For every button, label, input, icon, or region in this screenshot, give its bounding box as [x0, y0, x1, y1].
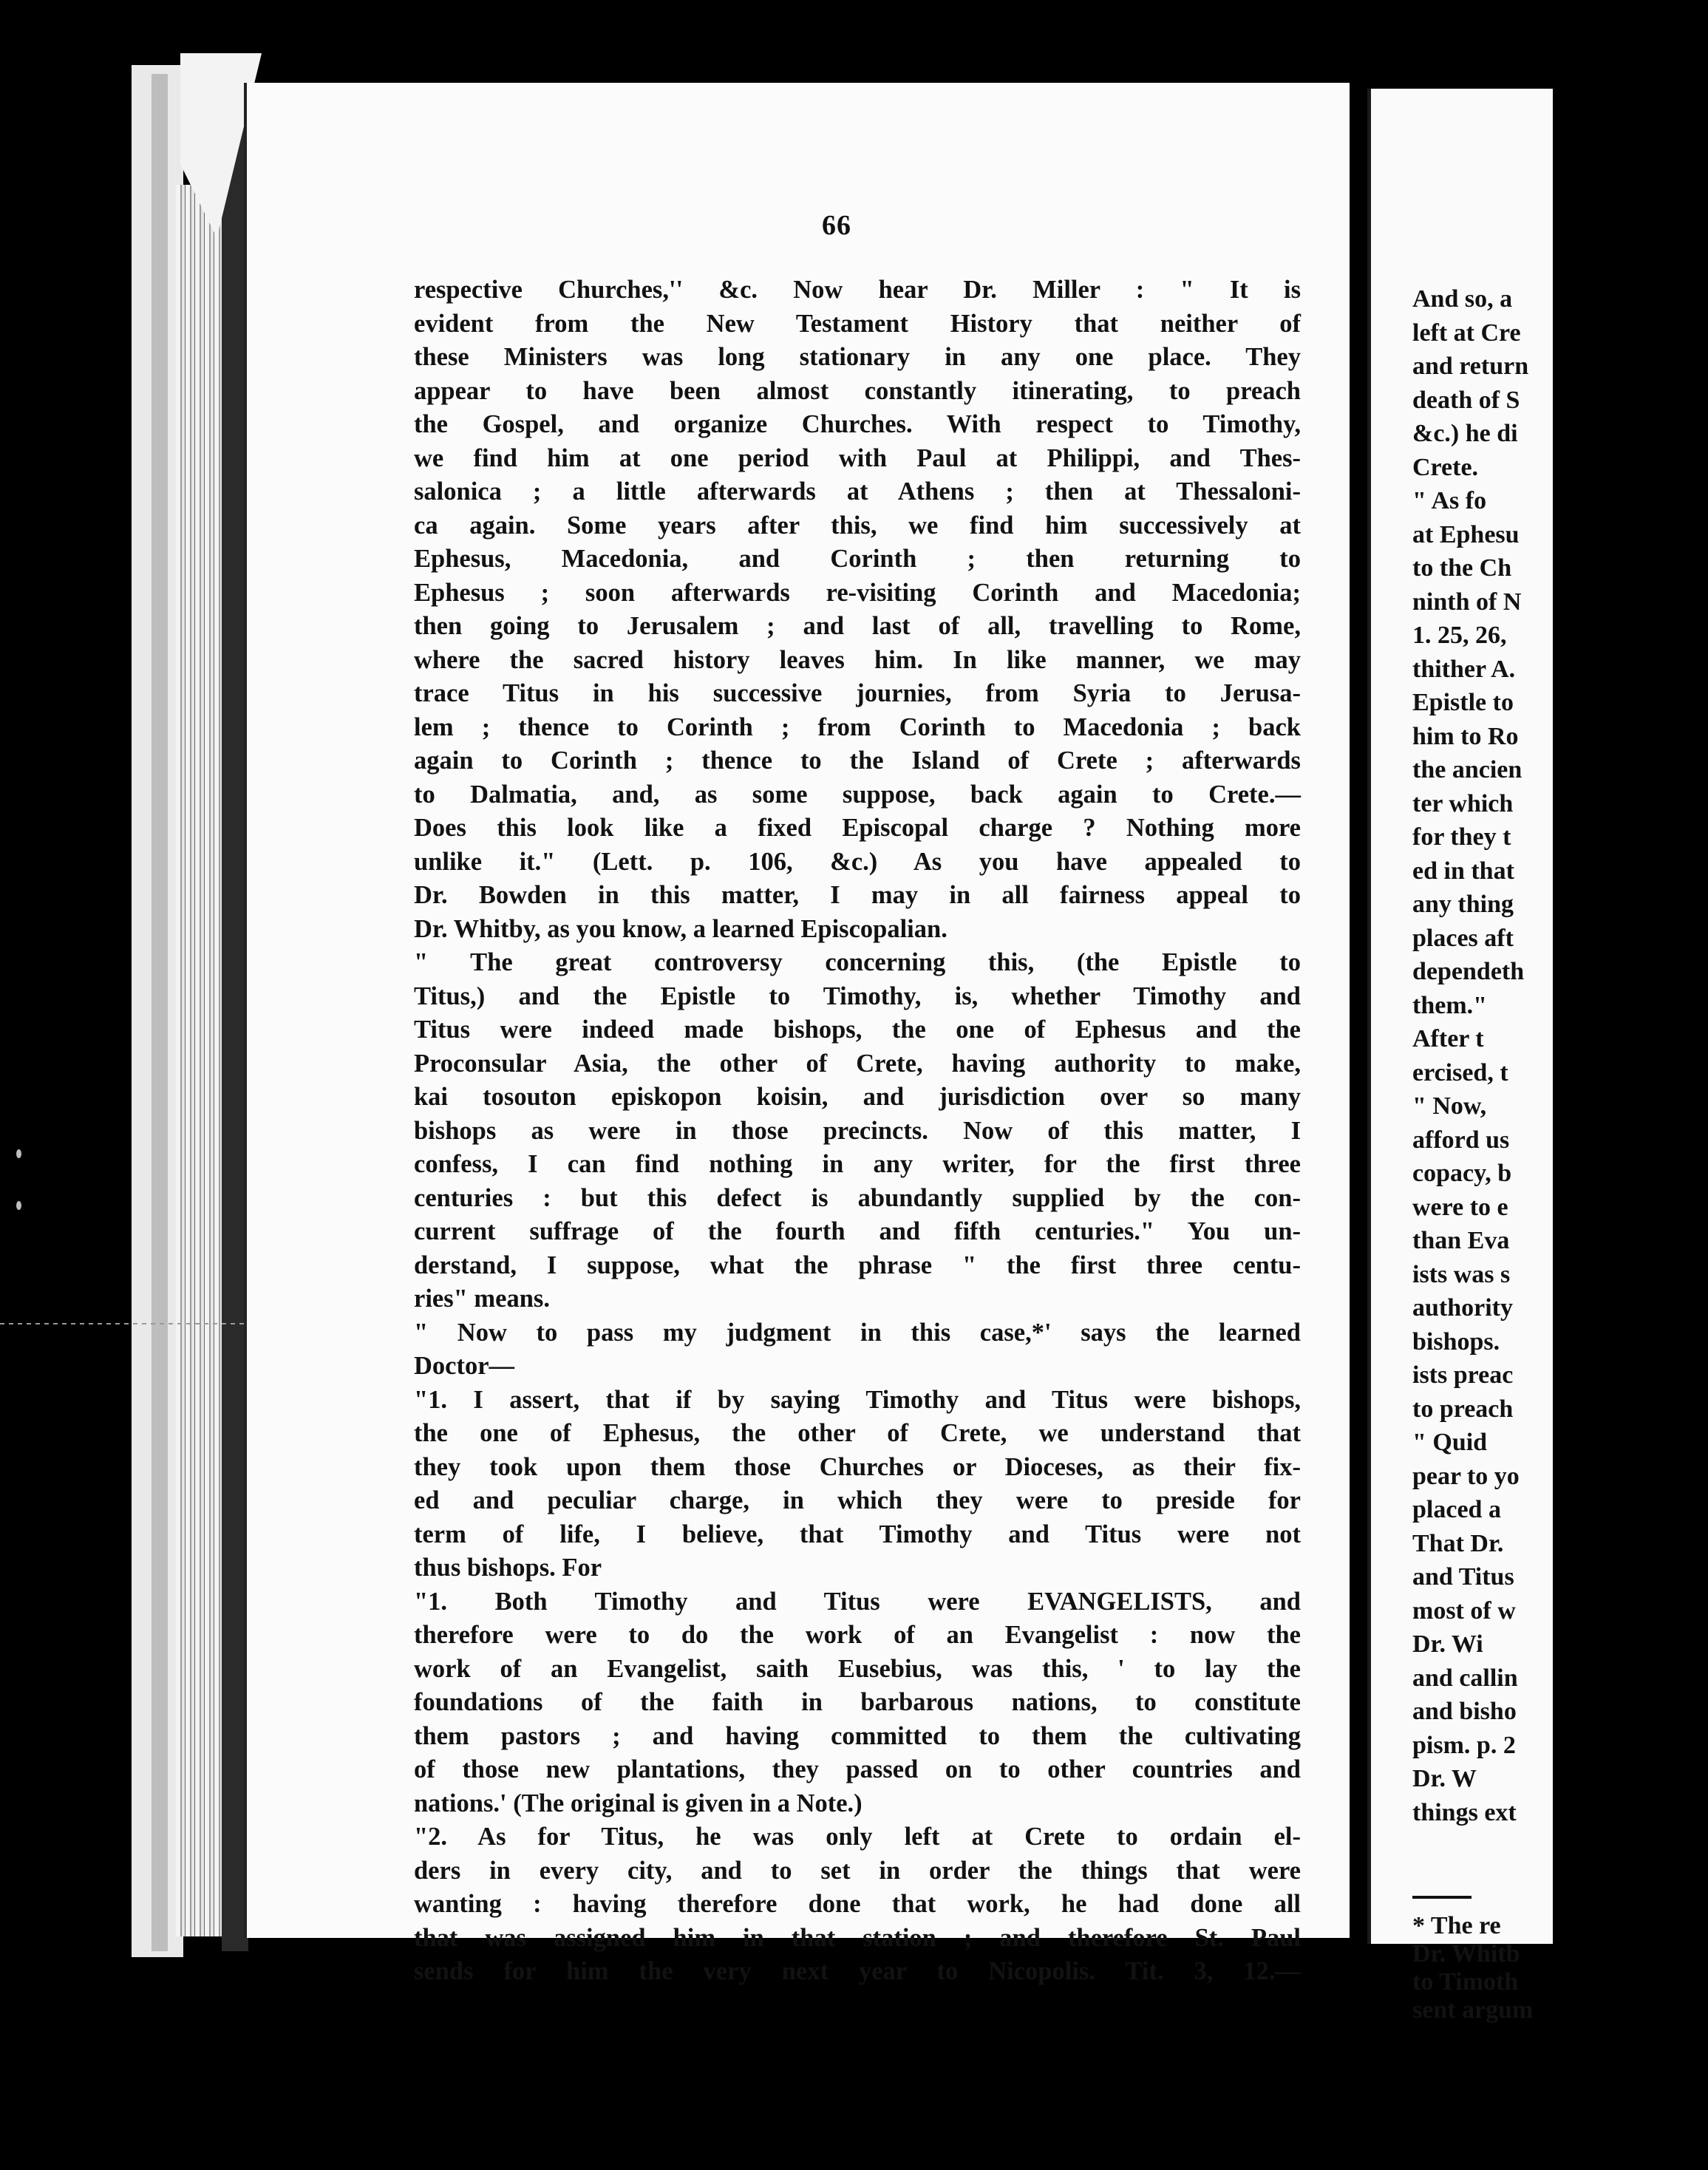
- justified-line: the one of Ephesus, the other of Crete, we understand that: [414, 1419, 1301, 1447]
- facing-line: Dr. W: [1412, 1765, 1477, 1792]
- last-line: thus bishops. For: [414, 1554, 602, 1582]
- justified-line: confess, I can find nothing in any writer, for the first three: [414, 1150, 1301, 1178]
- facing-line: for they t: [1412, 823, 1511, 851]
- facing-page-text: [1412, 282, 1708, 1829]
- justified-line: ders in every city, and to set in order the things that were: [414, 1856, 1301, 1885]
- facing-line: dependeth: [1412, 958, 1525, 985]
- footnote-line: to Timoth: [1412, 1968, 1519, 1996]
- facing-line: afford us: [1412, 1126, 1510, 1154]
- justified-line: lem ; thence to Corinth ; from Corinth to Macedonia ; back: [414, 712, 1301, 741]
- facing-line: Epistle to: [1412, 689, 1514, 716]
- justified-line: derstand, I suppose, what the phrase " the first three centu-: [414, 1251, 1301, 1279]
- last-line: nations.' (The original is given in a Note.): [414, 1789, 862, 1817]
- justified-line: sends for him the very next year to Nicopolis. Tit. 3, 12.—: [414, 1957, 1301, 1985]
- justified-line: then going to Jerusalem ; and last of all, travelling to Rome,: [414, 612, 1301, 640]
- footnote-line: Dr. Whitb: [1412, 1940, 1520, 1967]
- last-line: ries" means.: [414, 1285, 550, 1313]
- facing-line: pism. p. 2: [1412, 1731, 1516, 1759]
- facing-line: &c.) he di: [1412, 420, 1518, 447]
- scan-mark: [16, 1201, 21, 1210]
- facing-line: thither A.: [1412, 655, 1516, 683]
- justified-line: Titus were indeed made bishops, the one of Ephesus and the: [414, 1016, 1301, 1044]
- facing-line: ed in that: [1412, 857, 1514, 885]
- justified-line: respective Churches,'' &c. Now hear Dr. Miller : " It is: [414, 276, 1301, 304]
- justified-line: we find him at one period with Paul at Philippi, and Thes-: [414, 443, 1301, 472]
- facing-line: bishops.: [1412, 1327, 1500, 1356]
- facing-line: the ancien: [1412, 756, 1522, 783]
- facing-line: death of S: [1412, 386, 1520, 414]
- facing-page-footnote: [1412, 1912, 1708, 2024]
- facing-line: to the Ch: [1412, 554, 1512, 582]
- justified-line: they took upon them those Churches or Dioceses, as their fix-: [414, 1452, 1301, 1481]
- facing-line: to preach: [1412, 1395, 1514, 1423]
- justified-line: "2. As for Titus, he was only left at Crete to ordain el-: [414, 1823, 1301, 1851]
- justified-line: Ephesus ; soon afterwards re-visiting Corinth and Macedonia;: [414, 578, 1301, 607]
- facing-line: them.": [1412, 991, 1488, 1019]
- page-text: [414, 273, 1301, 1989]
- justified-line: these Ministers was long stationary in any one place. They: [414, 343, 1301, 371]
- facing-line: pear to yo: [1412, 1462, 1520, 1490]
- facing-line: ninth of N: [1412, 588, 1522, 616]
- justified-line: work of an Evangelist, saith Eusebius, was this, ' to lay the: [414, 1654, 1301, 1683]
- facing-line: than Eva: [1412, 1227, 1510, 1254]
- justified-line: bishops as were in those precincts. Now of this matter, I: [414, 1116, 1301, 1145]
- justified-line: them pastors ; and having committed to them the cultivating: [414, 1721, 1301, 1750]
- facing-line: Crete.: [1412, 453, 1479, 481]
- justified-line: " The great controversy concerning this, (the Epistle to: [414, 948, 1301, 976]
- last-line: Doctor—: [414, 1352, 515, 1380]
- facing-line: any thing: [1412, 891, 1514, 918]
- justified-line: ca again. Some years after this, we find him successively at: [414, 511, 1301, 540]
- last-line: Dr. Whitby, as you know, a learned Episcopalian.: [414, 914, 947, 943]
- facing-line: ists was s: [1412, 1260, 1511, 1288]
- facing-line: at Ephesu: [1412, 520, 1520, 548]
- justified-line: trace Titus in his successive journies, from Syria to Jerusa-: [414, 679, 1301, 707]
- facing-line: And so, a: [1412, 285, 1513, 313]
- justified-line: therefore were to do the work of an Evangelist : now the: [414, 1621, 1301, 1649]
- scan-mark: [16, 1149, 21, 1158]
- facing-line: and Titus: [1412, 1563, 1514, 1591]
- justified-line: unlike it." (Lett. p. 106, &c.) As you have appealed to: [414, 847, 1301, 876]
- justified-line: kai tosouton episkopon koisin, and jurisdiction over so many: [414, 1083, 1301, 1111]
- justified-line: that was assigned him in that station ; and therefore St. Paul: [414, 1923, 1301, 1952]
- facing-line: places aft: [1412, 924, 1514, 952]
- justified-line: Dr. Bowden in this matter, I may in all fairness appeal to: [414, 881, 1301, 909]
- book-edge-shadow: [152, 74, 168, 1951]
- justified-line: wanting : having therefore done that work, he had done all: [414, 1890, 1301, 1918]
- justified-line: of those new plantations, they passed on to other countries and: [414, 1755, 1301, 1783]
- facing-line: left at Cre: [1412, 319, 1521, 347]
- facing-line: ter which: [1412, 789, 1514, 817]
- justified-line: Ephesus, Macedonia, and Corinth ; then returning to: [414, 545, 1301, 573]
- footnote-rule: [1412, 1896, 1471, 1899]
- justified-line: Titus,) and the Epistle to Timothy, is, whether Timothy and: [414, 982, 1301, 1010]
- facing-page: [1367, 89, 1553, 2024]
- facing-line: ercised, t: [1412, 1058, 1508, 1086]
- justified-line: ed and peculiar charge, in which they were to preside for: [414, 1486, 1301, 1514]
- facing-line: him to Ro: [1412, 722, 1519, 750]
- facing-line: ists preac: [1412, 1361, 1514, 1389]
- footnote-line: * The re: [1412, 1912, 1501, 1939]
- justified-line: the Gospel, and organize Churches. With respect to Timothy,: [414, 410, 1301, 438]
- justified-line: foundations of the faith in barbarous nations, to constitute: [414, 1688, 1301, 1716]
- facing-line: " Quid: [1412, 1429, 1488, 1456]
- justified-line: "1. I assert, that if by saying Timothy and Titus were bishops,: [414, 1385, 1301, 1414]
- facing-line: 1. 25, 26,: [1412, 622, 1507, 649]
- scan-artifact-line: [0, 1323, 244, 1324]
- justified-line: evident from the New Testament History that neither of: [414, 309, 1301, 338]
- justified-line: current suffrage of the fourth and fifth centuries." You un-: [414, 1217, 1301, 1245]
- justified-line: appear to have been almost constantly itinerating, to preach: [414, 376, 1301, 405]
- facing-line: things ext: [1412, 1798, 1517, 1826]
- justified-line: centuries : but this defect is abundantly supplied by the con-: [414, 1183, 1301, 1212]
- facing-line: and bisho: [1412, 1698, 1517, 1725]
- facing-line: and callin: [1412, 1664, 1518, 1692]
- justified-line: where the sacred history leaves him. In like manner, we may: [414, 645, 1301, 674]
- justified-line: salonica ; a little afterwards at Athens ; then at Thessaloni-: [414, 477, 1301, 506]
- facing-line: most of w: [1412, 1596, 1516, 1625]
- justified-line: " Now to pass my judgment in this case,*' says the learned: [414, 1318, 1301, 1347]
- justified-line: term of life, I believe, that Timothy and Titus were not: [414, 1520, 1301, 1548]
- justified-line: Proconsular Asia, the other of Crete, having authority to make,: [414, 1049, 1301, 1078]
- facing-line: Dr. Wi: [1412, 1630, 1483, 1658]
- facing-line: authority: [1412, 1294, 1513, 1322]
- justified-line: to Dalmatia, and, as some suppose, back again to Crete.—: [414, 780, 1301, 809]
- facing-line: After t: [1412, 1025, 1484, 1052]
- facing-line: That Dr.: [1412, 1529, 1504, 1557]
- facing-line: placed a: [1412, 1496, 1501, 1523]
- facing-line: " As fo: [1412, 487, 1487, 514]
- facing-line: " Now,: [1412, 1092, 1487, 1120]
- page-number: 66: [822, 210, 851, 241]
- facing-line: copacy, b: [1412, 1160, 1512, 1187]
- facing-line: were to e: [1412, 1193, 1508, 1221]
- justified-line: Does this look like a fixed Episcopal charge ? Nothing more: [414, 814, 1301, 842]
- footnote-line: sent argum: [1412, 1996, 1534, 2024]
- justified-line: again to Corinth ; thence to the Island of Crete ; afterwards: [414, 746, 1301, 775]
- justified-line: "1. Both Timothy and Titus were EVANGELISTS, and: [414, 1587, 1301, 1616]
- facing-line: and return: [1412, 353, 1529, 380]
